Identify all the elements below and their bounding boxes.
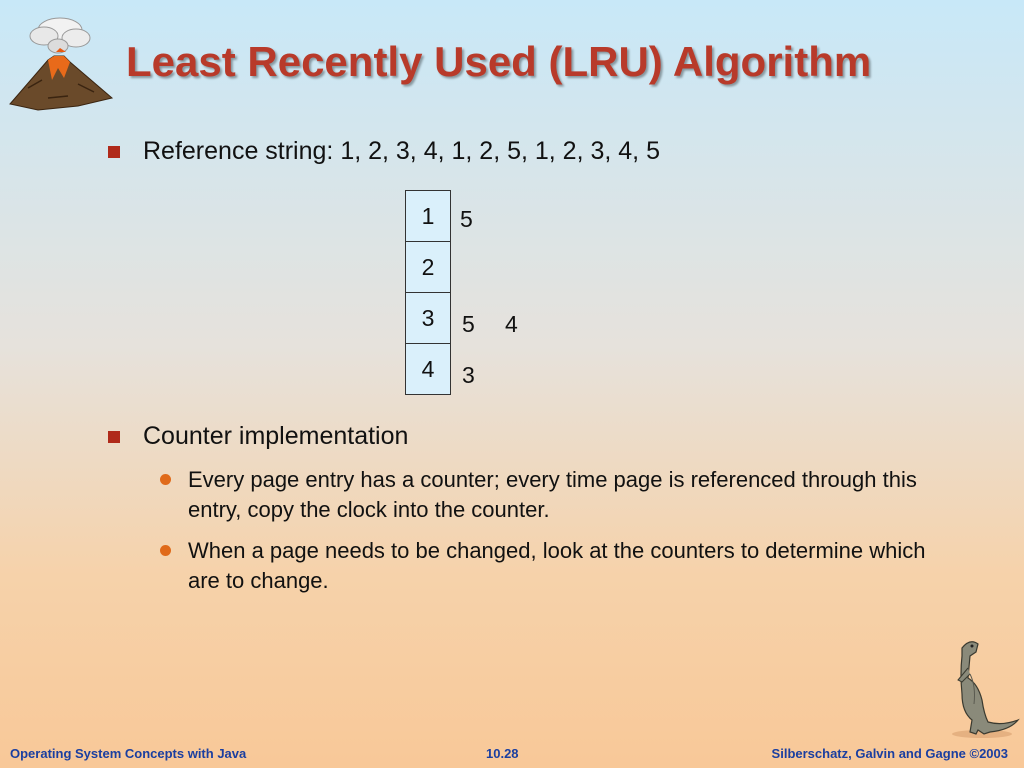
- reference-string-text: Reference string: 1, 2, 3, 4, 1, 2, 5, 1, 2, 3, 4, 5: [143, 137, 660, 165]
- replacement-value: 3: [462, 362, 475, 388]
- bullet-dot: [160, 545, 171, 556]
- bullet-square: [108, 146, 120, 158]
- page-frames: [405, 190, 451, 395]
- replacement-value: 5: [460, 206, 473, 232]
- volcano-icon: [8, 8, 114, 114]
- bullet-dot: [160, 474, 171, 485]
- footer-page-number: 10.28: [486, 746, 519, 761]
- slide-title: Least Recently Used (LRU) Algorithm: [126, 38, 872, 85]
- frame-cell: 1: [406, 191, 450, 242]
- sub-bullet-text: Every page entry has a counter; every time page is referenced through this entry, copy the clock into the counter.: [188, 467, 917, 522]
- footer-right: Silberschatz, Galvin and Gagne ©2003: [771, 746, 1008, 761]
- dinosaur-icon: [932, 634, 1024, 740]
- footer-left: Operating System Concepts with Java: [10, 746, 247, 761]
- bullet-square: [108, 431, 120, 443]
- replacement-value: 5: [462, 311, 475, 337]
- frame-cell: 4: [421, 356, 435, 382]
- sub-bullet-text: When a page needs to be changed, look at the counters to determine which are to change.: [188, 538, 926, 593]
- counter-implementation-text: Counter implementation: [143, 422, 409, 450]
- frame-cell: 3: [406, 293, 450, 344]
- frame-cell: 2: [406, 242, 450, 293]
- replacement-value: 4: [505, 311, 518, 337]
